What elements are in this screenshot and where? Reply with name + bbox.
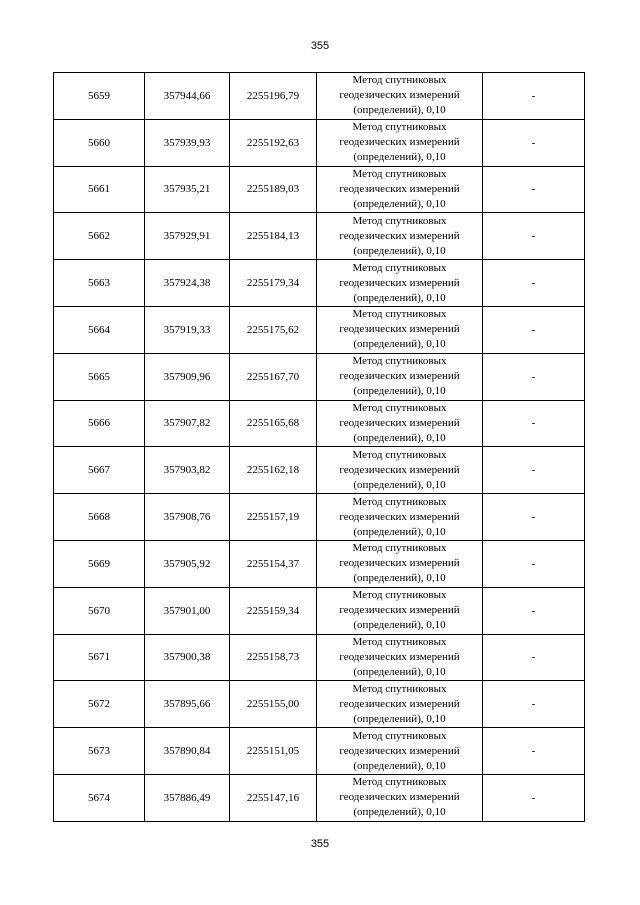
- table-row: [54, 73, 585, 120]
- method-text-line: (определений), 0,10: [353, 104, 446, 117]
- method-cell: [317, 681, 483, 728]
- method-cell: [317, 634, 483, 681]
- method-text-line: геодезических измерений: [339, 510, 460, 523]
- x-coordinate-cell: 357944,66: [145, 73, 230, 120]
- table-row: [54, 213, 585, 260]
- method-text-line: (определений), 0,10: [353, 665, 446, 678]
- table-row: [54, 353, 585, 400]
- method-cell: [317, 260, 483, 307]
- method-text-line: геодезических измерений: [339, 791, 460, 804]
- point-number-cell: 5673: [54, 728, 145, 775]
- table-row: [54, 774, 585, 821]
- method-text-line: Метод спутниковых: [352, 682, 447, 695]
- method-cell: [317, 494, 483, 541]
- method-text-line: Метод спутниковых: [352, 74, 447, 87]
- method-text-line: Метод спутниковых: [352, 308, 447, 321]
- point-number-cell: 5670: [54, 587, 145, 634]
- note-cell: -: [483, 166, 585, 213]
- point-number-cell: 5665: [54, 353, 145, 400]
- x-coordinate-cell: 357900,38: [145, 634, 230, 681]
- x-coordinate-cell: 357903,82: [145, 447, 230, 494]
- method-text-line: (определений), 0,10: [353, 619, 446, 632]
- method-text-line: геодезических измерений: [339, 136, 460, 149]
- method-text-line: геодезических измерений: [339, 697, 460, 710]
- method-text-line: (определений), 0,10: [353, 338, 446, 351]
- method-text-line: (определений), 0,10: [353, 759, 446, 772]
- x-coordinate-cell: 357895,66: [145, 681, 230, 728]
- x-coordinate-cell: 357907,82: [145, 400, 230, 447]
- method-text-line: (определений), 0,10: [353, 572, 446, 585]
- method-text-line: Метод спутниковых: [352, 214, 447, 227]
- table-row: [54, 494, 585, 541]
- y-coordinate-cell: 2255157,19: [230, 494, 317, 541]
- note-cell: -: [483, 774, 585, 821]
- method-text-line: геодезических измерений: [339, 182, 460, 195]
- method-text-line: геодезических измерений: [339, 557, 460, 570]
- method-cell: [317, 400, 483, 447]
- point-number-cell: 5667: [54, 447, 145, 494]
- method-text-line: геодезических измерений: [339, 416, 460, 429]
- method-cell: [317, 73, 483, 120]
- method-cell: [317, 353, 483, 400]
- method-text-line: Метод спутниковых: [352, 729, 447, 742]
- table-row: [54, 681, 585, 728]
- method-cell: [317, 306, 483, 353]
- note-cell: -: [483, 353, 585, 400]
- note-cell: -: [483, 260, 585, 307]
- method-cell: [317, 213, 483, 260]
- note-cell: -: [483, 119, 585, 166]
- page-number-top: 355: [310, 40, 330, 52]
- method-text-line: Метод спутниковых: [352, 401, 447, 414]
- note-cell: -: [483, 73, 585, 120]
- y-coordinate-cell: 2255192,63: [230, 119, 317, 166]
- x-coordinate-cell: 357908,76: [145, 494, 230, 541]
- method-text-line: Метод спутниковых: [352, 776, 447, 789]
- note-cell: -: [483, 634, 585, 681]
- table-row: [54, 634, 585, 681]
- note-cell: -: [483, 447, 585, 494]
- point-number-cell: 5661: [54, 166, 145, 213]
- x-coordinate-cell: 357929,91: [145, 213, 230, 260]
- method-text-line: Метод спутниковых: [352, 448, 447, 461]
- method-cell: [317, 540, 483, 587]
- y-coordinate-cell: 2255184,13: [230, 213, 317, 260]
- table-row: [54, 447, 585, 494]
- point-number-cell: 5662: [54, 213, 145, 260]
- method-text-line: (определений), 0,10: [353, 151, 446, 164]
- table-row: [54, 540, 585, 587]
- coordinates-table-body: [54, 73, 585, 822]
- point-number-cell: 5664: [54, 306, 145, 353]
- x-coordinate-cell: 357939,93: [145, 119, 230, 166]
- method-cell: [317, 447, 483, 494]
- method-text-line: (определений), 0,10: [353, 197, 446, 210]
- method-text-line: геодезических измерений: [339, 323, 460, 336]
- point-number-cell: 5671: [54, 634, 145, 681]
- method-cell: [317, 728, 483, 775]
- method-text-line: Метод спутниковых: [352, 355, 447, 368]
- note-cell: -: [483, 681, 585, 728]
- x-coordinate-cell: 357909,96: [145, 353, 230, 400]
- method-text-line: (определений), 0,10: [353, 385, 446, 398]
- x-coordinate-cell: 357935,21: [145, 166, 230, 213]
- method-text-line: Метод спутниковых: [352, 121, 447, 134]
- point-number-cell: 5674: [54, 774, 145, 821]
- method-text-line: геодезических измерений: [339, 463, 460, 476]
- y-coordinate-cell: 2255159,34: [230, 587, 317, 634]
- method-text-line: (определений), 0,10: [353, 478, 446, 491]
- method-text-line: (определений), 0,10: [353, 244, 446, 257]
- method-text-line: геодезических измерений: [339, 650, 460, 663]
- method-text-line: Метод спутниковых: [352, 261, 447, 274]
- table-row: [54, 400, 585, 447]
- y-coordinate-cell: 2255189,03: [230, 166, 317, 213]
- y-coordinate-cell: 2255162,18: [230, 447, 317, 494]
- method-text-line: геодезических измерений: [339, 276, 460, 289]
- table-row: [54, 587, 585, 634]
- note-cell: -: [483, 587, 585, 634]
- x-coordinate-cell: 357924,38: [145, 260, 230, 307]
- y-coordinate-cell: 2255147,16: [230, 774, 317, 821]
- method-text-line: Метод спутниковых: [352, 542, 447, 555]
- table-row: [54, 166, 585, 213]
- note-cell: -: [483, 400, 585, 447]
- method-text-line: (определений), 0,10: [353, 806, 446, 819]
- method-text-line: (определений), 0,10: [353, 291, 446, 304]
- x-coordinate-cell: 357886,49: [145, 774, 230, 821]
- y-coordinate-cell: 2255155,00: [230, 681, 317, 728]
- table-row: [54, 728, 585, 775]
- method-cell: [317, 119, 483, 166]
- note-cell: -: [483, 306, 585, 353]
- point-number-cell: 5663: [54, 260, 145, 307]
- method-text-line: геодезических измерений: [339, 229, 460, 242]
- coordinates-table: [53, 72, 585, 822]
- table-row: [54, 306, 585, 353]
- method-cell: [317, 166, 483, 213]
- y-coordinate-cell: 2255175,62: [230, 306, 317, 353]
- y-coordinate-cell: 2255151,05: [230, 728, 317, 775]
- method-text-line: (определений), 0,10: [353, 525, 446, 538]
- method-text-line: Метод спутниковых: [352, 635, 447, 648]
- method-text-line: геодезических измерений: [339, 89, 460, 102]
- page-number-bottom: 355: [310, 838, 330, 850]
- point-number-cell: 5666: [54, 400, 145, 447]
- y-coordinate-cell: 2255196,79: [230, 73, 317, 120]
- method-cell: [317, 774, 483, 821]
- x-coordinate-cell: 357919,33: [145, 306, 230, 353]
- point-number-cell: 5668: [54, 494, 145, 541]
- method-text-line: Метод спутниковых: [352, 589, 447, 602]
- note-cell: -: [483, 494, 585, 541]
- y-coordinate-cell: 2255165,68: [230, 400, 317, 447]
- table-row: [54, 260, 585, 307]
- method-text-line: Метод спутниковых: [352, 167, 447, 180]
- method-text-line: геодезических измерений: [339, 370, 460, 383]
- method-text-line: Метод спутниковых: [352, 495, 447, 508]
- x-coordinate-cell: 357905,92: [145, 540, 230, 587]
- note-cell: -: [483, 728, 585, 775]
- y-coordinate-cell: 2255179,34: [230, 260, 317, 307]
- method-text-line: геодезических измерений: [339, 604, 460, 617]
- x-coordinate-cell: 357901,00: [145, 587, 230, 634]
- table-row: [54, 119, 585, 166]
- note-cell: -: [483, 540, 585, 587]
- point-number-cell: 5669: [54, 540, 145, 587]
- method-cell: [317, 587, 483, 634]
- y-coordinate-cell: 2255167,70: [230, 353, 317, 400]
- y-coordinate-cell: 2255154,37: [230, 540, 317, 587]
- x-coordinate-cell: 357890,84: [145, 728, 230, 775]
- point-number-cell: 5660: [54, 119, 145, 166]
- method-text-line: геодезических измерений: [339, 744, 460, 757]
- note-cell: -: [483, 213, 585, 260]
- point-number-cell: 5659: [54, 73, 145, 120]
- method-text-line: (определений), 0,10: [353, 712, 446, 725]
- y-coordinate-cell: 2255158,73: [230, 634, 317, 681]
- point-number-cell: 5672: [54, 681, 145, 728]
- method-text-line: (определений), 0,10: [353, 431, 446, 444]
